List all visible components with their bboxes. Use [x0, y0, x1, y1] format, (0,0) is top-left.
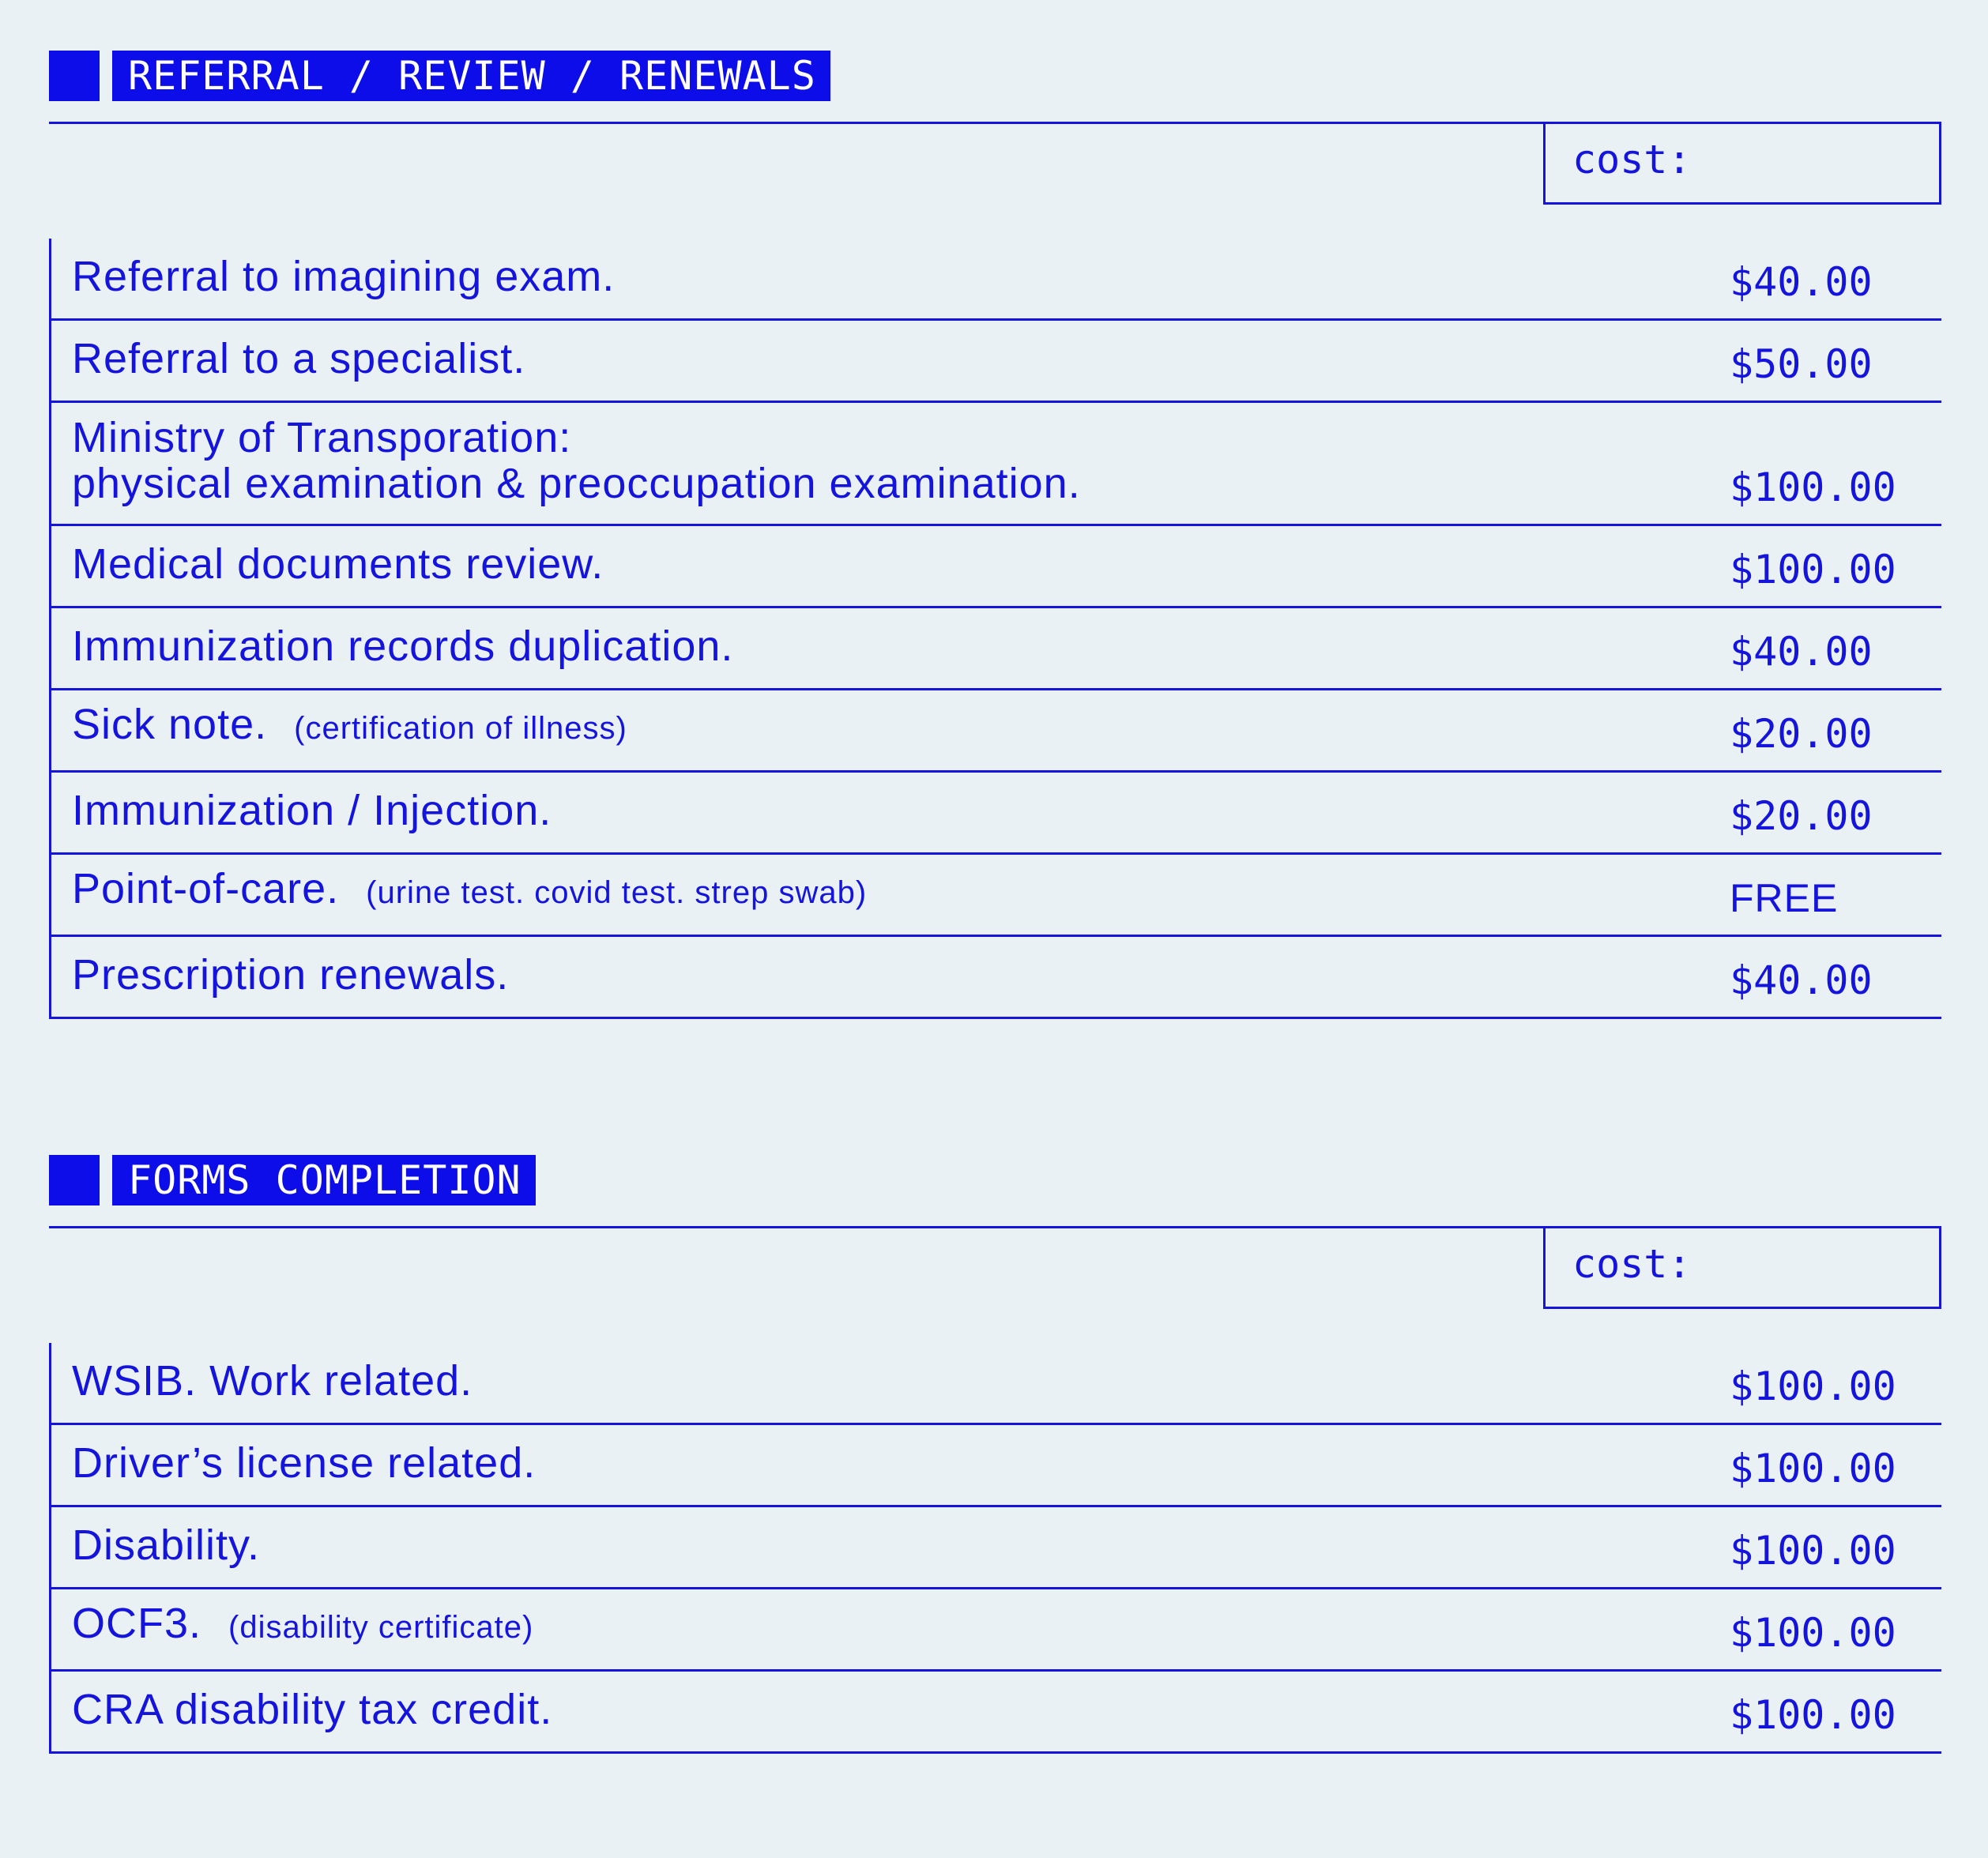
service-label: Medical documents review.: [72, 540, 604, 588]
service-label: WSIB. Work related.: [72, 1357, 473, 1405]
service-label: Referral to imagining exam.: [72, 253, 616, 300]
service-price: $50.00: [1730, 341, 1873, 387]
price-row: [49, 937, 1941, 1019]
service-note: (certification of illness): [294, 711, 627, 746]
service-price: $100.00: [1730, 1363, 1896, 1409]
price-row: [49, 690, 1941, 773]
section-forms-completion: [49, 1155, 1941, 1738]
price-row: [49, 608, 1941, 690]
service-price: $40.00: [1730, 629, 1873, 675]
service-price: $40.00: [1730, 259, 1873, 305]
service-price: $100.00: [1730, 1528, 1896, 1574]
cost-column-header: [1543, 122, 1941, 205]
section-marker-square: [49, 1155, 100, 1205]
service-label: Immunization records duplication.: [72, 622, 734, 670]
service-label: Point-of-care.: [72, 865, 340, 912]
section-title: REFERRAL / REVIEW / RENEWALS: [112, 51, 830, 101]
service-label-line-1: Ministry of Transporation:: [72, 414, 572, 461]
service-label-line-2: physical examination & preoccupation examination.: [72, 460, 1081, 507]
price-row: [49, 1589, 1941, 1672]
cost-column-header: [1543, 1226, 1941, 1309]
section-marker-square: [49, 51, 100, 101]
service-label: Disability.: [72, 1521, 261, 1569]
service-price: $40.00: [1730, 957, 1873, 1003]
price-row: [49, 526, 1941, 608]
service-label: Driver’s license related.: [72, 1439, 537, 1487]
service-label-with-note: [72, 701, 627, 751]
price-list: [49, 239, 1941, 1019]
service-label: CRA disability tax credit.: [72, 1686, 553, 1733]
service-price: $100.00: [1730, 1610, 1896, 1656]
service-price: $20.00: [1730, 793, 1873, 839]
price-row: [49, 855, 1941, 937]
service-price: $100.00: [1730, 1692, 1896, 1738]
section-title: FORMS COMPLETION: [112, 1155, 536, 1205]
cost-label: cost:: [1572, 137, 1692, 182]
service-label-multiline: [72, 415, 1081, 506]
service-label: Immunization / Injection.: [72, 787, 552, 834]
service-note: (urine test. covid test. strep swab): [366, 875, 868, 910]
service-price: $100.00: [1730, 1446, 1896, 1491]
price-row: [49, 1507, 1941, 1589]
service-price: $20.00: [1730, 711, 1873, 757]
price-row: [49, 1672, 1941, 1754]
service-price: $100.00: [1730, 464, 1896, 510]
price-list: [49, 1343, 1941, 1754]
service-price: FREE: [1730, 876, 1839, 920]
section-header: [49, 51, 1941, 101]
service-label: Referral to a specialist.: [72, 335, 526, 382]
service-label-with-note: [72, 866, 867, 916]
section-referral-review-renewals: [49, 51, 1941, 1003]
price-row: [49, 1343, 1941, 1425]
service-label: Sick note.: [72, 701, 268, 748]
cost-label: cost:: [1572, 1241, 1692, 1287]
service-label: Prescription renewals.: [72, 951, 510, 999]
service-note: (disability certificate): [228, 1610, 534, 1645]
price-row: [49, 321, 1941, 403]
price-row: [49, 403, 1941, 526]
service-label: OCF3.: [72, 1600, 202, 1647]
section-header: [49, 1155, 1941, 1205]
service-price: $100.00: [1730, 547, 1896, 592]
price-row: [49, 773, 1941, 855]
service-label-with-note: [72, 1600, 533, 1650]
price-row: [49, 239, 1941, 321]
price-row: [49, 1425, 1941, 1507]
